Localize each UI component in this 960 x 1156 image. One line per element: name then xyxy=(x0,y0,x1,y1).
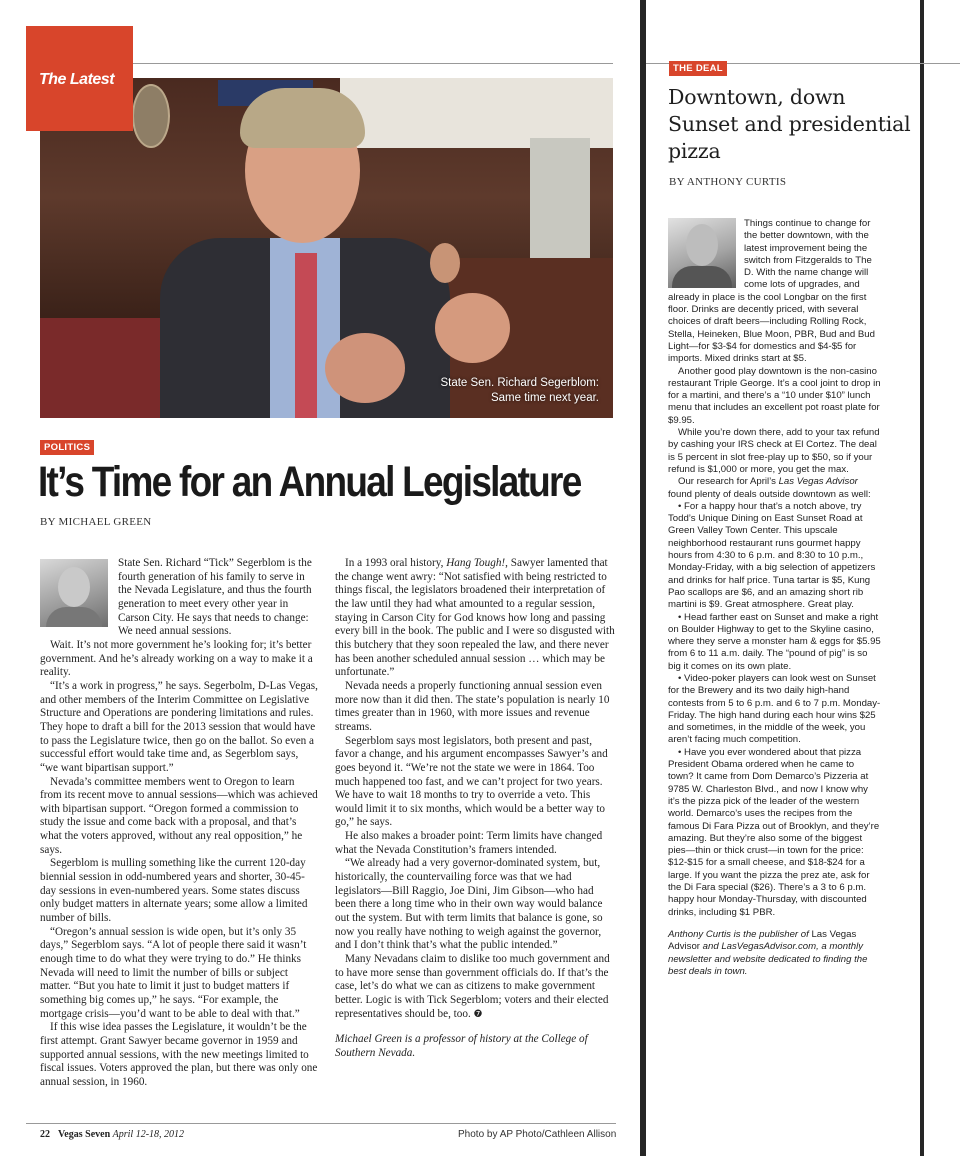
page-number: 22 xyxy=(40,1129,50,1140)
sidebar-tag: THE DEAL xyxy=(669,61,727,76)
sidebar-author-photo xyxy=(668,218,736,288)
page-gutter xyxy=(640,0,646,1156)
author-bio: Michael Green is a professor of history at the College of Southern Nevada. xyxy=(335,1033,588,1059)
text-run: , Sawyer lamented that the change went awry: “Not satisfied with being restricted to things fiscal, the legislators broadened their interpretation of the law until they had what amounted to a regular session, staying in Carson City for God knows how long and passing every bill in the book. The public and I were so disgusted with this butchery that they soon repealed the law, and there never has been another scheduled annual session … which may be unfortunate.” xyxy=(335,557,615,679)
issue-date: April 12-18, 2012 xyxy=(112,1129,185,1140)
paragraph: Things continue to change for the better downtown, with the latest improvement being the switch from Fitzgeralds to The D. With the name change will come lots of upgrades, and already in place is the cool Longbar on the first floor. Drinks are decently priced, with several choices of draft beers—including Rolling Rock, Stella, Heineken, Blue Moon, PBR, Bud and Bud Light—for $3-$4 for domestics and $4-$5 for imports. Mixed drinks start at $5. xyxy=(668,218,875,365)
category-tag: POLITICS xyxy=(40,440,94,455)
list-item: • Have you ever wondered about that pizza President Obama ordered when he came to town? It came from Dom Demarco’s Pizzeria at 9785 W. Charleston Blvd., and now I know why it’s the pizza pick of the leader of the western world. Demarco’s uses the recipes from the famous Di Fara Pizza out of Brooklyn, and they’re amazing. But they’re also some of the biggest pies—thin or thick crust—in town for the price: $12-$15 for a small cheese, and $18-$24 for a large. If you want the pizza the prez ate, ask for the Di Fara special ($26). There’s a 3 to 6 p.m. happy hour Monday-Thursday, with discounted drinks, including $1 PBR. xyxy=(668,746,880,918)
senator-hand-right xyxy=(435,293,510,363)
publication-name: Vegas Seven xyxy=(58,1129,111,1140)
sidebar-author-head xyxy=(686,224,718,266)
article-headline: It’s Time for an Annual Legislature xyxy=(38,458,581,506)
senator-tie xyxy=(295,253,317,418)
folio xyxy=(40,1129,184,1140)
section-tab: The Latest xyxy=(26,26,133,131)
paragraph: If this wise idea passes the Legislature, it wouldn’t be the first attempt. Grant Sawyer became governor in 1959 and supported annual sessions, with the new meetings limited to fiscal issues. Voters approved the plan, but there was only one annual session, in 1960. xyxy=(40,1021,318,1088)
wall-seal xyxy=(132,84,170,148)
sidebar-byline: BY ANTHONY CURTIS xyxy=(669,176,787,188)
author-shoulders xyxy=(46,607,102,627)
text-run: In a 1993 oral history, xyxy=(345,557,447,569)
text-run: and LasVegasAdvisor.com, a monthly newsletter and website dedicated to finding the best deals in town. xyxy=(668,941,868,977)
paragraph: “Oregon’s annual session is wide open, but it’s only 35 days,” Segerblom says. “A lot of people there said it wasn’t enough time to do what they were trying to do.” He thinks Nevada will need to limit the number of bills or subject matter. “But you hate to limit it just to budget matters if something big comes up,” he says. “For example, the mortgage crisis—you’d want to be able to deal with that.” xyxy=(40,925,307,1020)
photo-caption xyxy=(440,376,599,406)
paragraph: “We already had a very governor-dominated system, but, historically, the countervailing force was that we had legislators—Bill Raggio, Joe Dini, Jim Gibson—who had been there a long time who in their own way would balance out the system. But with term limits that balance is gone, so now you really have nothing to weigh against the governor, and I don’t think that’s what the public intended.” xyxy=(335,857,603,952)
caption-line-1: State Sen. Richard Segerblom: xyxy=(440,377,599,389)
text-run: Many Nevadans claim to dislike too much government and to have more sense than government officials do. If that’s the case, let’s do what we can as citizens to make government better. Logic is with Tick Segerblom; voters and their elected representatives should be, too. xyxy=(335,953,610,1020)
senator-hand-left xyxy=(325,333,405,403)
paragraph: Nevada needs a properly functioning annual session even more now than it did then. The state’s population is nearly 10 times greater than in 1960, with more issues and revenue streams. xyxy=(335,679,610,733)
senator-hair xyxy=(240,88,365,148)
chamber-window xyxy=(530,138,590,258)
book-title: Hang Tough! xyxy=(446,557,506,569)
list-item: • Head farther east on Sunset and make a right on Boulder Highway to get to the Skyline casino, where they serve a monster ham & eggs for $5.95 from 6 to 11 a.m. daily. The “pound of pig” is so big it comes on its own plate. xyxy=(668,611,881,672)
article-column-2 xyxy=(335,557,615,1061)
article-byline: BY MICHAEL GREEN xyxy=(40,516,152,528)
publication-title: Las Vegas Advisor xyxy=(668,928,857,953)
photo-credit: Photo by AP Photo/Cathleen Allison xyxy=(458,1129,617,1140)
paragraph: State Sen. Richard “Tick” Segerblom is the fourth generation of his family to serve in the Nevada Legislature, and thus the fourth generation to meet every other year in Carson City. He says that needs to change: We need annual sessions. xyxy=(118,557,312,638)
paragraph xyxy=(335,953,615,1021)
article-column-1 xyxy=(40,557,318,1090)
paragraph: Nevada’s committee members went to Oregon to learn from its recent move to annual sessions—which was achieved with bipartisan support. “Oregon formed a commission to study the issue and come back with a proposal, and that’s what the voters approved, without any real opposition,” he says. xyxy=(40,775,318,856)
author-head xyxy=(58,567,90,607)
sidebar-column xyxy=(668,218,881,978)
text-run: Our research for April’s xyxy=(678,476,779,488)
page-edge xyxy=(920,0,924,1156)
paragraph: He also makes a broader point: Term limits have changed what the Nevada Constitution’s framers intended. xyxy=(335,830,603,856)
caption-line-2: Same time next year. xyxy=(490,392,599,404)
author-photo xyxy=(40,559,108,627)
paragraph: Wait. It’s not more government he’s looking for; it’s better government. And he’s already working on a way to make it a reality. xyxy=(40,638,313,679)
text-run: found plenty of deals outside downtown as well: xyxy=(668,488,871,500)
text-run: Anthony Curtis is the publisher of xyxy=(668,928,812,940)
footer-rule xyxy=(26,1123,616,1124)
paragraph: Segerblom is mulling something like the current 120-day biennial session in odd-numbered years and shorter, 30-45-day sessions in even-numbered years. Some states discuss only budget matters in alternate years; some allow a limited number of bills. xyxy=(40,857,308,925)
sidebar-author-shoulders xyxy=(672,266,732,288)
background-person xyxy=(430,243,460,283)
paragraph: Segerblom says most legislators, both present and past, favor a change, and his argument encompasses Sawyer’s and goes beyond it. “We’re not the state we were in 1864. Too much happened too fast, and we can’t project for two years. We have to wait 18 months to try to override a veto. This would limit it to six months, which would be a better way to go,” he says. xyxy=(335,734,608,829)
paragraph: Another good play downtown is the non-casino restaurant Triple George. It’s a cool joint to drop in for a martini, and there’s a “10 under $10” lunch menu that includes an excellent pot roast plate for $9.95. xyxy=(668,365,881,426)
sidebar-author-bio xyxy=(668,929,881,978)
top-rule xyxy=(133,63,613,64)
list-item: • For a happy hour that’s a notch above, try Todd’s Unique Dining on East Sunset Road at Green Valley Town Center. This upscale neighborhood restaurant runs gourmet happy hours from 4:30 to 6 p.m. and 8:30 to 10 p.m., Monday-Friday, with a big selection of appetizers and drinks for half price. Tuna tartar is $5, Kung Pao scallops are $6, and an amazing short rib martini is $9. Great atmosphere. Great play. xyxy=(668,500,876,611)
red-carpet xyxy=(40,318,160,418)
publication-title: Las Vegas Advisor xyxy=(778,476,858,488)
paragraph: While you’re down there, add to your tax refund by cashing your IRS check at El Cortez. The deal is 5 percent in slot free-play up to $50, so if your refund is $1,000 or more, you get the max. xyxy=(668,427,880,475)
sidebar-title: Downtown, down Sunset and presidential pizza xyxy=(668,85,911,163)
paragraph xyxy=(335,557,615,680)
paragraph xyxy=(668,476,881,501)
paragraph: “It’s a work in progress,” he says. Segerbolm, D-Las Vegas, and other members of the Interim Committee on Legislative Structure and Operations are pondering limitations and rules. They hope to draft a bill for the 2013 session that would have to pass the Legislature twice, then go on the ballot. So even a successful effort would take time and, as Segerblom says, “we want bipartisan support.” xyxy=(40,679,318,774)
list-item: • Video-poker players can look west on Sunset for the Brewery and its two daily high-hand contests from 5 to 6 p.m. and 6 to 7 p.m. Monday-Friday. The high hand during each hour wins $25 and sometimes, in the middle of the week, you aren’t facing much competition. xyxy=(668,672,881,746)
end-mark-icon: ❼ xyxy=(473,1008,483,1020)
